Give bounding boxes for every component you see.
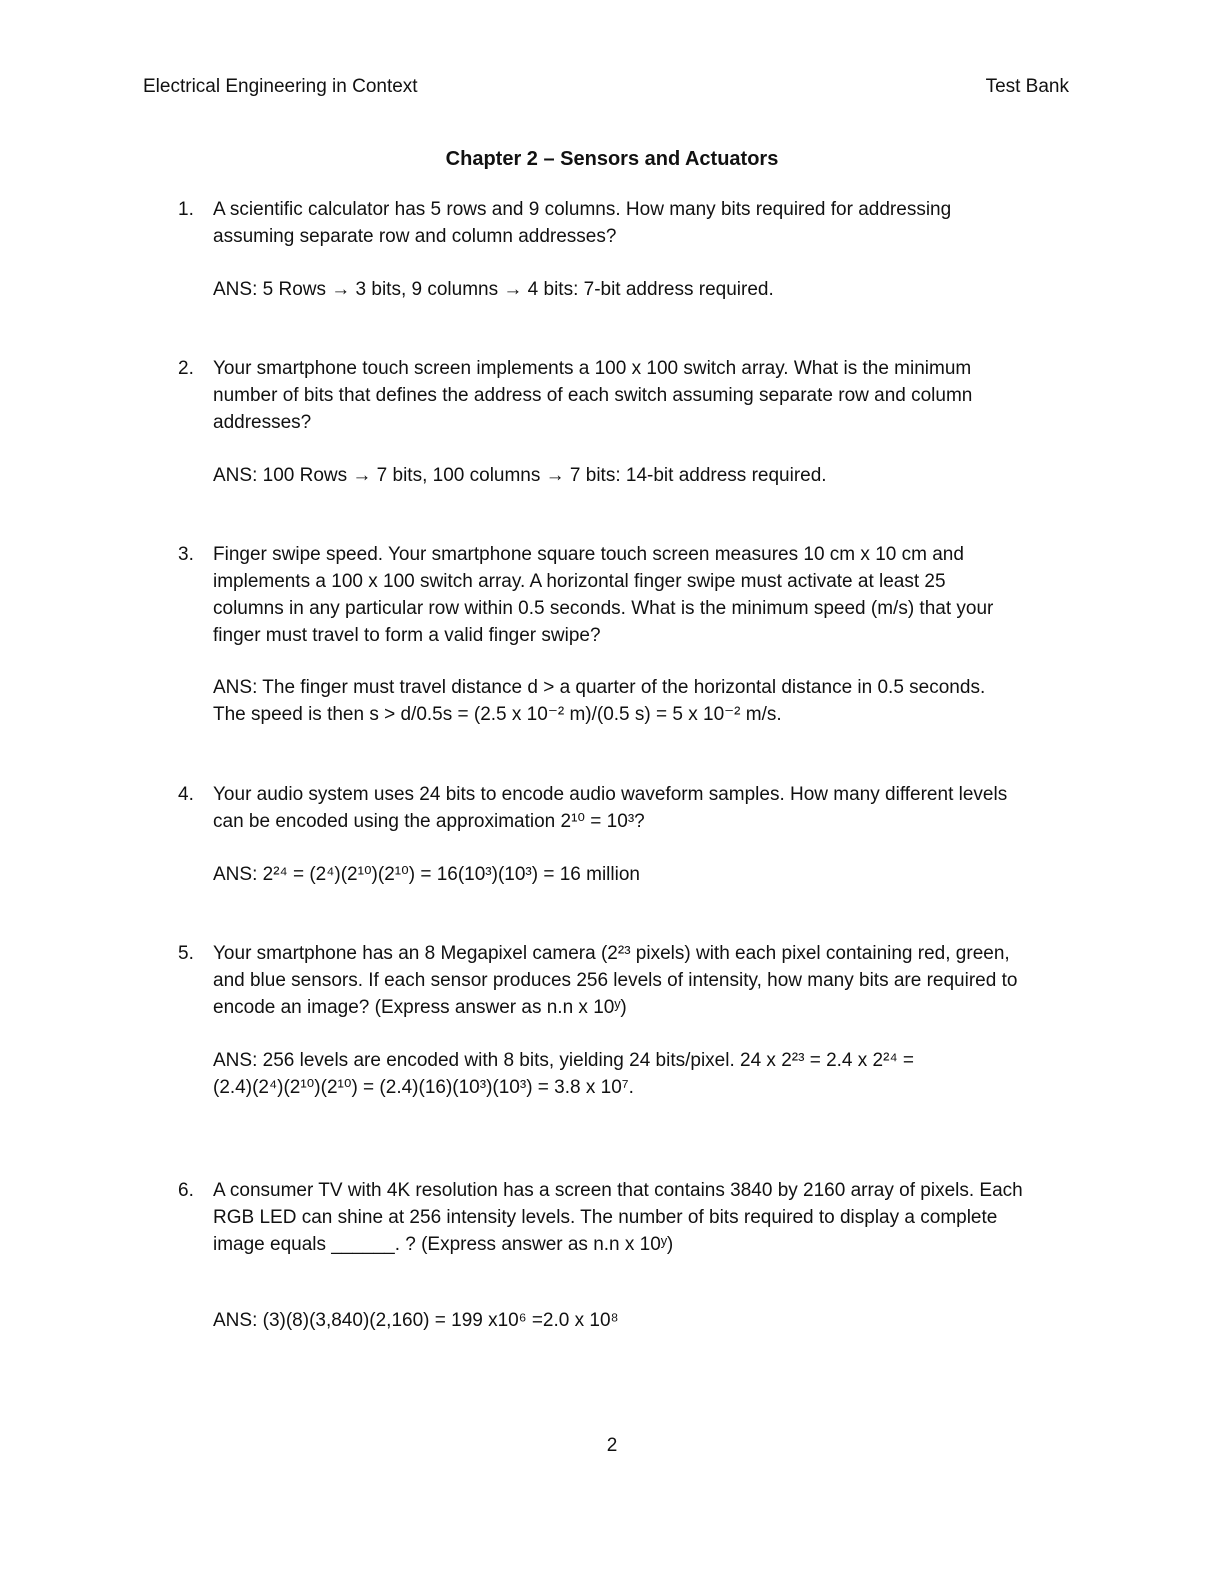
question-number: 2. xyxy=(178,358,194,379)
question-line: assuming separate row and column addresses? xyxy=(213,226,617,247)
question-text xyxy=(213,940,1073,1021)
answer-4 xyxy=(213,861,1083,888)
question-line: Finger swipe speed. Your smartphone square touch screen measures 10 cm x 10 cm and xyxy=(213,544,964,565)
question-text xyxy=(213,781,1073,835)
question-line: RGB LED can shine at 256 intensity levels. The number of bits required to display a complete xyxy=(213,1207,998,1228)
question-number: 4. xyxy=(178,784,194,805)
question-line: implements a 100 x 100 switch array. A horizontal finger swipe must activate at least 25 xyxy=(213,571,946,592)
question-line: finger must travel to form a valid finger swipe? xyxy=(213,625,601,646)
header-left: Electrical Engineering in Context xyxy=(143,76,418,97)
page-number: 2 xyxy=(606,1435,618,1456)
answer-line: ANS: The finger must travel distance d > a quarter of the horizontal distance in 0.5 seconds. xyxy=(213,677,986,698)
answer-1 xyxy=(213,276,1083,303)
question-line: Your smartphone has an 8 Megapixel camera (2²³ pixels) with each pixel containing red, green, xyxy=(213,943,1010,964)
question-text xyxy=(213,1177,1073,1258)
question-line: encode an image? (Express answer as n.n x 10ʸ) xyxy=(213,997,627,1018)
answer-6 xyxy=(213,1307,1083,1334)
question-number: 3. xyxy=(178,544,194,565)
question-line: and blue sensors. If each sensor produces 256 levels of intensity, how many bits are required to xyxy=(213,970,1018,991)
answer-line: ANS: 2²⁴ = (2⁴)(2¹⁰)(2¹⁰) = 16(10³)(10³) = 16 million xyxy=(213,864,640,885)
answer-5 xyxy=(213,1047,1083,1101)
question-line: can be encoded using the approximation 2¹⁰ = 10³? xyxy=(213,811,645,832)
question-line: Your smartphone touch screen implements a 100 x 100 switch array. What is the minimum xyxy=(213,358,972,379)
question-text xyxy=(213,541,1073,649)
chapter-title: Chapter 2 – Sensors and Actuators xyxy=(445,148,779,170)
answer-line: ANS: 100 Rows → 7 bits, 100 columns → 7 bits: 14-bit address required. xyxy=(213,465,827,486)
header-right: Test Bank xyxy=(985,76,1069,97)
answer-line: ANS: 5 Rows → 3 bits, 9 columns → 4 bits: 7-bit address required. xyxy=(213,279,774,300)
question-number: 1. xyxy=(178,199,194,220)
answer-3 xyxy=(213,674,1083,728)
question-line: image equals ______. ? (Express answer as n.n x 10ʸ) xyxy=(213,1234,674,1255)
answer-2 xyxy=(213,462,1083,489)
answer-line: The speed is then s > d/0.5s = (2.5 x 10⁻² m)/(0.5 s) = 5 x 10⁻² m/s. xyxy=(213,704,782,725)
question-line: columns in any particular row within 0.5 seconds. What is the minimum speed (m/s) that your xyxy=(213,598,994,619)
question-number: 5. xyxy=(178,943,194,964)
answer-line: ANS: (3)(8)(3,840)(2,160) = 199 x10⁶ =2.0 x 10⁸ xyxy=(213,1310,619,1331)
question-line: addresses? xyxy=(213,412,312,433)
answer-line: ANS: 256 levels are encoded with 8 bits, yielding 24 bits/pixel. 24 x 2²³ = 2.4 x 2²⁴ = xyxy=(213,1050,914,1071)
question-number: 6. xyxy=(178,1180,194,1201)
question-line: Your audio system uses 24 bits to encode audio waveform samples. How many different levels xyxy=(213,784,1008,805)
question-line: number of bits that defines the address of each switch assuming separate row and column xyxy=(213,385,973,406)
question-line: A scientific calculator has 5 rows and 9 columns. How many bits required for addressing xyxy=(213,199,952,220)
answer-line: (2.4)(2⁴)(2¹⁰)(2¹⁰) = (2.4)(16)(10³)(10³) = 3.8 x 10⁷. xyxy=(213,1077,634,1098)
question-text xyxy=(213,196,1073,250)
question-text xyxy=(213,355,1073,436)
question-line: A consumer TV with 4K resolution has a screen that contains 3840 by 2160 array of pixels. Each xyxy=(213,1180,1023,1201)
